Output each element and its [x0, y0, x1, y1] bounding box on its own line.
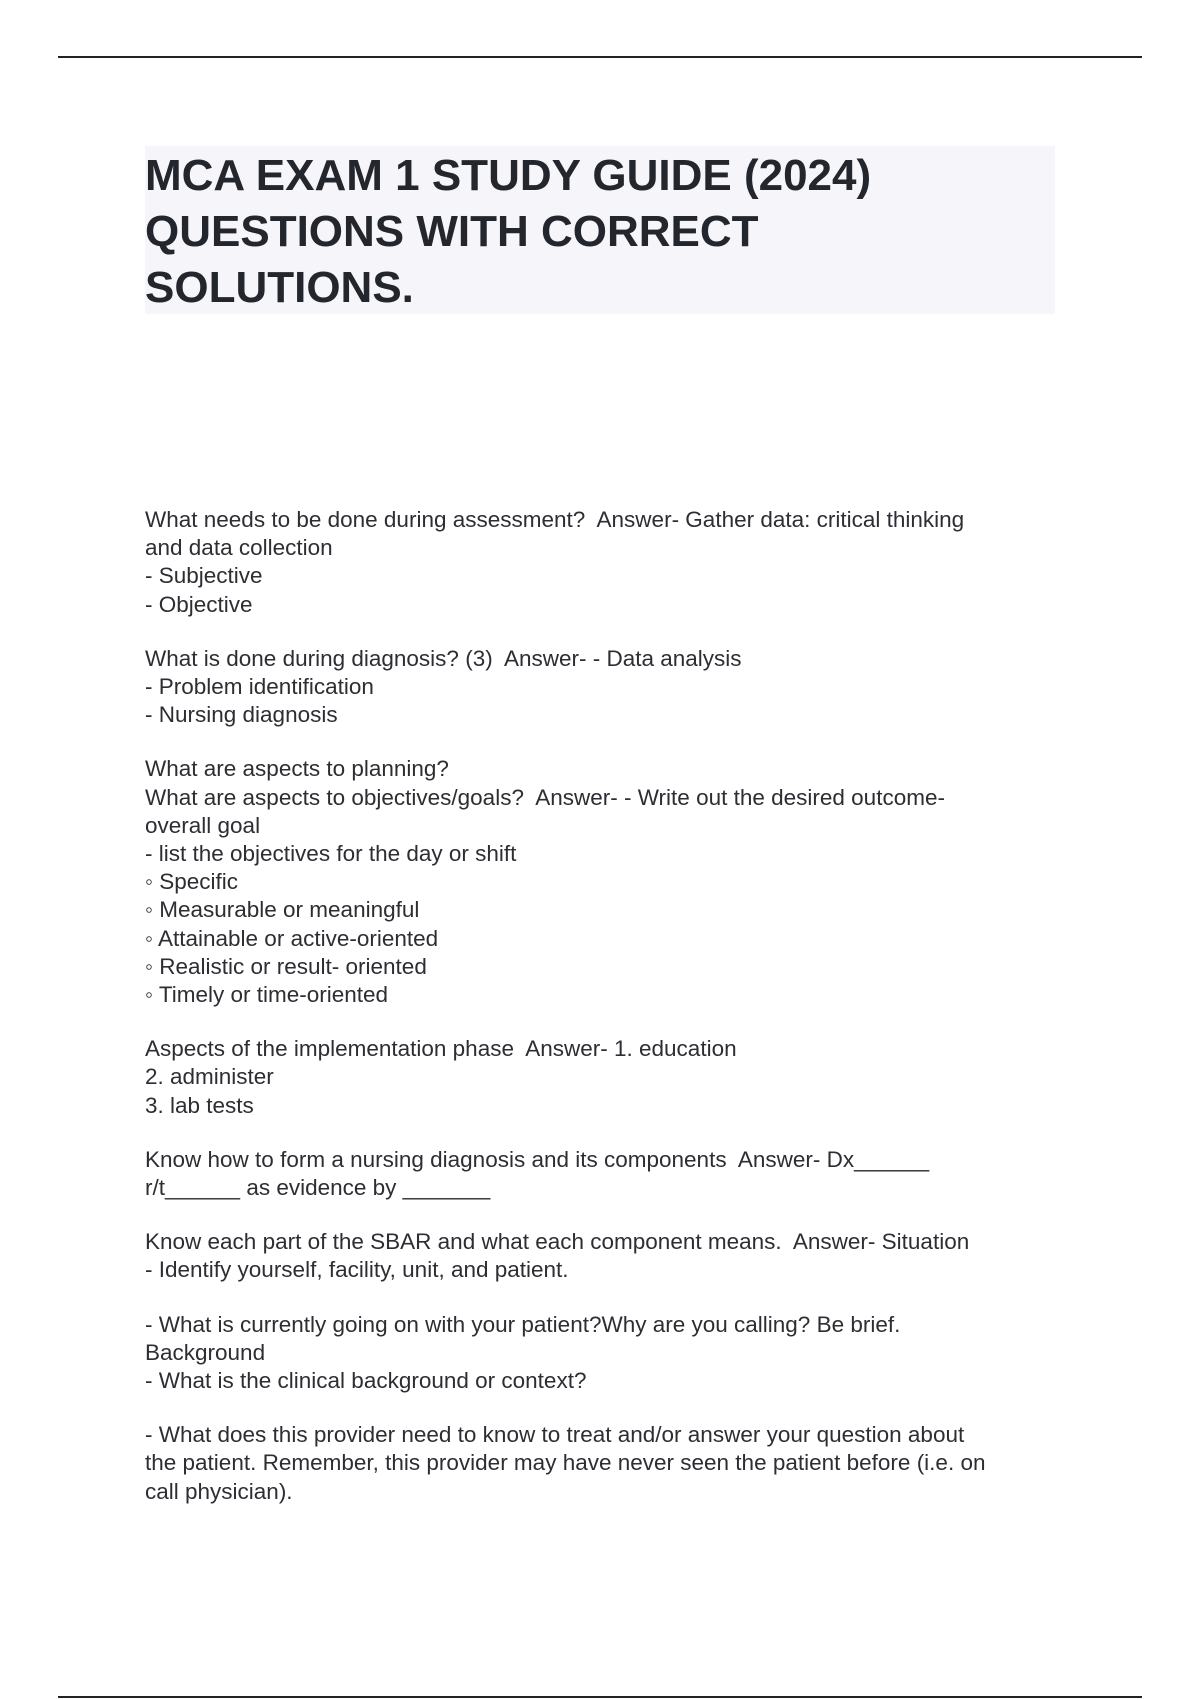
qa-line: - Subjective [145, 563, 263, 589]
qa-item-assessment [145, 506, 1065, 619]
qa-item-diagnosis [145, 645, 1065, 730]
qa-line: What are aspects to planning? [145, 756, 449, 782]
qa-line: the patient. Remember, this provider may have never seen the patient before (i.e. on [145, 1450, 986, 1476]
qa-line: ◦ Measurable or meaningful [145, 897, 420, 923]
qa-line: call physician). [145, 1478, 293, 1504]
qa-line: ◦ Specific [145, 869, 239, 895]
qa-line: and data collection [145, 535, 333, 561]
qa-line: 3. lab tests [145, 1092, 254, 1118]
qa-line: Know how to form a nursing diagnosis and its components Answer- Dx______ [145, 1146, 930, 1172]
title-line: QUESTIONS WITH CORRECT [145, 207, 759, 256]
qa-item-nursing-diagnosis [145, 1146, 1065, 1202]
qa-item-planning [145, 755, 1065, 1009]
qa-line: - What does this provider need to know to treat and/or answer your question about [145, 1422, 965, 1448]
qa-line: Background [145, 1339, 266, 1365]
qa-line: Know each part of the SBAR and what each component means. Answer- Situation [145, 1229, 970, 1255]
qa-line: ◦ Attainable or active-oriented [145, 925, 439, 951]
qa-line: - Identify yourself, facility, unit, and patient. [145, 1257, 569, 1283]
qa-line: What are aspects to objectives/goals? Answer- - Write out the desired outcome- [145, 784, 945, 810]
header-rule [58, 56, 1142, 58]
qa-item-sbar-situation [145, 1311, 1065, 1396]
qa-item-sbar-background [145, 1421, 1065, 1506]
qa-line: - What is the clinical background or context? [145, 1368, 587, 1394]
qa-line: - list the objectives for the day or shift [145, 841, 517, 867]
qa-line: ◦ Timely or time-oriented [145, 982, 389, 1008]
qa-line: r/t______ as evidence by _______ [145, 1175, 491, 1201]
qa-line: - Problem identification [145, 674, 374, 700]
qa-line: What is done during diagnosis? (3) Answer- - Data analysis [145, 645, 742, 671]
title-line: MCA EXAM 1 STUDY GUIDE (2024) [145, 151, 872, 200]
qa-line: 2. administer [145, 1064, 274, 1090]
qa-line: - Objective [145, 591, 253, 617]
qa-line: overall goal [145, 812, 261, 838]
qa-line: Aspects of the implementation phase Answer- 1. education [145, 1036, 737, 1062]
document-title [145, 148, 1055, 316]
footer-rule [58, 1696, 1142, 1698]
qa-item-implementation [145, 1035, 1065, 1120]
qa-line: ◦ Realistic or result- oriented [145, 953, 427, 979]
qa-list [145, 506, 1065, 1532]
qa-line: What needs to be done during assessment? Answer- Gather data: critical thinking [145, 507, 965, 532]
qa-line: - What is currently going on with your patient?Why are you calling? Be brief. [145, 1311, 901, 1337]
title-line: SOLUTIONS. [145, 263, 414, 312]
title-block [145, 146, 1055, 314]
qa-line: - Nursing diagnosis [145, 702, 338, 728]
qa-item-sbar [145, 1228, 1065, 1284]
